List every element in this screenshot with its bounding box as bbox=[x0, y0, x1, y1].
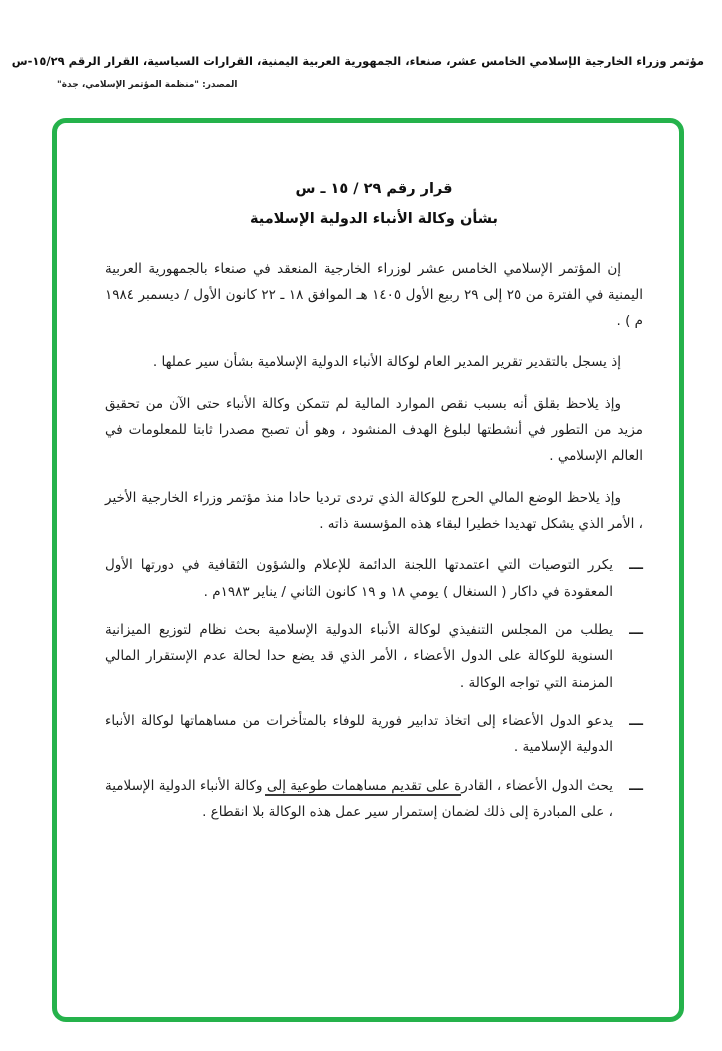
resolution-title: قرار رقم ٢٩ / ١٥ ـ س bbox=[295, 181, 453, 197]
resolution-body bbox=[105, 175, 643, 837]
document-header-title: مؤتمر وزراء الخارجية الإسلامي الخامس عشر، صنعاء، الجمهورية العربية اليمنية، القرارات السياسية، القرار الرقم ١٥/٢٩-س bbox=[11, 54, 704, 68]
document-source-line: المصدر: "منظمة المؤتمر الإسلامي، جدة" bbox=[57, 80, 238, 90]
bullet-text: يحث الدول الأعضاء ، القادرة على تقديم مساهمات طوعية إلى وكالة الأنباء الدولية الإسلامية ، على المبادرة إلى ذلك لضمان إستمرار سير عمل هذه الوكالة بلا انقطاع . bbox=[105, 777, 613, 820]
bullet-text: يطلب من المجلس التنفيذي لوكالة الأنباء الدولية الإسلامية بحث نظام لتوزيع الميزانية السنوية للوكالة على الدول الأعضاء ، الأمر الذي قد يضع حدا لحالة عدم الإستقرار المالي المزمنة التي تواجه الوكالة . bbox=[105, 621, 613, 691]
scan-border-frame bbox=[52, 118, 684, 1022]
bullet-dash-icon: ـــ bbox=[629, 712, 643, 729]
bullet-text: يكرر التوصيات التي اعتمدتها اللجنة الدائمة للإعلام والشؤون الثقافية في دورتها الأول المعقودة في داكار ( السنغال ) يومي ١٨ و ١٩ كانون الثاني / يناير ١٩٨٣م . bbox=[105, 557, 613, 600]
bullet-item bbox=[105, 708, 643, 761]
paragraph-concern: وإذ يلاحظ بقلق أنه بسبب نقص الموارد المالية لم تتمكن وكالة الأنباء حتى الآن من تحقيق مزيد من التطور في أنشطتها لبلوغ الهدف المنشود ، وهو أن تصبح مصدرا ثابتا للمعلومات في العالم الإسلامي . bbox=[105, 395, 643, 465]
bullet-item bbox=[105, 552, 643, 605]
paragraph-financial-situation: وإذ يلاحظ الوضع المالي الحرج للوكالة الذي تردى ترديا حادا منذ مؤتمر وزراء الخارجية الأخير ، الأمر الذي يشكل تهديدا خطيرا لبقاء هذه المؤسسة ذاته . bbox=[105, 489, 643, 533]
bullet-dash-icon: ـــ bbox=[629, 621, 643, 638]
bullet-text: يدعو الدول الأعضاء إلى اتخاذ تدابير فورية للوفاء بالمتأخرات من مساهماتها لوكالة الأنباء الدولية الإسلامية . bbox=[105, 712, 613, 756]
signature-line bbox=[265, 794, 461, 796]
bullet-dash-icon: ـــ bbox=[629, 557, 643, 574]
paragraph-preamble: إن المؤتمر الإسلامي الخامس عشر لوزراء الخارجية المنعقد في صنعاء بالجمهورية العربية اليمنية في الفترة من ٢٥ إلى ٢٩ ربيع الأول ١٤٠٥ هـ الموافق ١٨ ـ ٢٢ كانون الأول / ديسمبر ١٩٨٤ م ) . bbox=[105, 260, 644, 330]
resolution-subtitle: بشأن وكالة الأنباء الدولية الإسلامية bbox=[249, 211, 498, 228]
bullet-item bbox=[105, 617, 643, 696]
bullet-dash-icon: ـــ bbox=[629, 777, 643, 794]
paragraph-acknowledgement: إذ يسجل بالتقدير تقرير المدير العام لوكالة الأنباء الدولية الإسلامية بشأن سير عملها . bbox=[152, 354, 621, 371]
bullet-item bbox=[105, 773, 643, 826]
